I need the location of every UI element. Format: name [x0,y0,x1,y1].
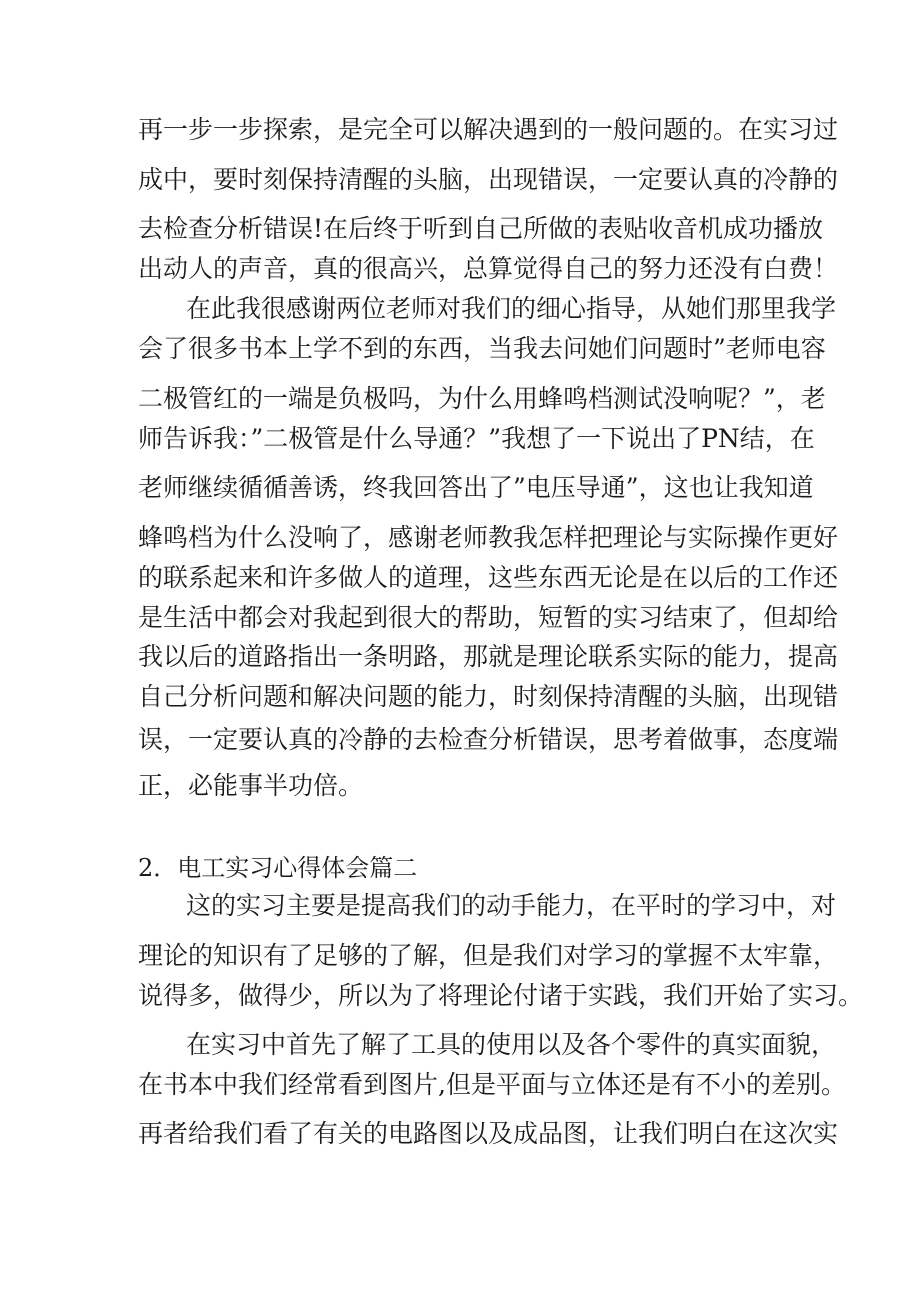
text-line: 再者给我们看了有关的电路图以及成品图，让我们明白在这次实 [138,1119,839,1148]
text-line: 在实习中首先了解了工具的使用以及各个零件的真实面貌， [186,1030,837,1059]
text-line: 老师继续循循善诱，终我回答出了”电压导通”，这也让我知道 [138,473,814,502]
text-line: 会了很多书本上学不到的东西，当我去问她们问题时”老师电容 [138,334,826,363]
text-line: 在此我很感谢两位老师对我们的细心指导，从她们那里我学 [186,294,837,323]
text-line: 我以后的道路指出一条明路，那就是理论联系实际的能力，提高 [138,642,839,671]
text-line: 再一步一步探索，是完全可以解决遇到的一般问题的。在实习过 [138,115,839,144]
text-line: 这的实习主要是提高我们的动手能力，在平时的学习中，对 [186,891,837,920]
text-line: 在书本中我们经常看到图片,但是平面与立体还是有不小的差别。 [138,1070,846,1099]
text-line: 成中，要时刻保持清醒的头脑，出现错误，一定要认真的冷静的 [138,165,839,194]
text-line: 是生活中都会对我起到很大的帮助，短暂的实习结束了，但却给 [138,603,839,632]
text-line: 去检查分析错误!在后终于听到自己所做的表贴收音机成功播放 [138,214,824,243]
text-line: 师告诉我：”二极管是什么导通？”我想了一下说出了PN结，在 [138,424,815,453]
text-line: 自己分析问题和解决问题的能力，时刻保持清醒的头脑，出现错 [138,682,839,711]
text-line: 蜂鸣档为什么没响了，感谢老师教我怎样把理论与实际操作更好 [138,523,839,552]
text-line: 二极管红的一端是负极吗，为什么用蜂鸣档测试没响呢？”，老 [138,384,826,413]
text-line: 正，必能事半功倍。 [138,771,364,800]
text-line: 误，一定要认真的冷静的去检查分析错误，思考着做事，态度端 [138,725,839,754]
section-heading: 2．电工实习心得体会篇二 [138,854,418,882]
text-line: 的联系起来和许多做人的道理，这些东西无论是在以后的工作还 [138,563,839,592]
text-line: 理论的知识有了足够的了解，但是我们对学习的掌握不太牢靠， [138,941,839,970]
text-line: 出动人的声音，真的很高兴，总算觉得自己的努力还没有白费！ [138,254,839,283]
text-line: 说得多，做得少，所以为了将理论付诸于实践，我们开始了实习。 [138,981,864,1010]
